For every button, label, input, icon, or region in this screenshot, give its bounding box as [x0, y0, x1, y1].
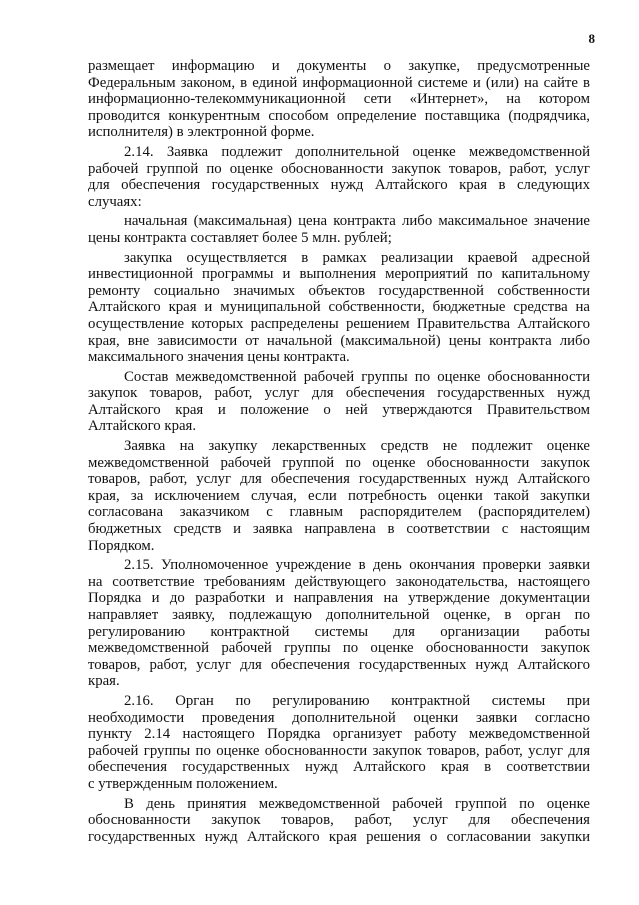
- text-line: максимального значения цены контракта.: [88, 349, 350, 366]
- text-line: на соответствие требованиям действующего законодательства, настоящего: [88, 573, 590, 590]
- text-line: пункту 2.14 настоящего Порядка организует работу межведомственной: [88, 726, 590, 743]
- text-line: межведомственной рабочей группы по оценке обоснованности закупок: [88, 640, 590, 657]
- text-line: края, за исключением случая, если потребность оценки такой закупки: [88, 487, 590, 504]
- text-line: края, вне зависимости от начальной (максимальной) цены контракта либо: [88, 332, 590, 349]
- text-line: 2.16. Орган по регулированию контрактной системы при: [124, 692, 590, 709]
- text-line: бюджетных средств и заявка направлена в соответствии с настоящим: [88, 521, 590, 538]
- text-line: с утвержденным положением.: [88, 775, 278, 792]
- text-line: края.: [88, 673, 120, 690]
- text-line: проводится конкурентным способом определение поставщика (подрядчика,: [88, 107, 590, 124]
- text-line: случаях:: [88, 193, 142, 210]
- paragraph-price-condition: [88, 213, 590, 246]
- page-number: 8: [588, 31, 595, 46]
- text-line: Федеральным законом, в единой информационной системе и (или) на сайте в: [88, 74, 590, 91]
- text-line: регулированию контрактной системы для организации работы: [88, 623, 590, 640]
- paragraph-working-group: [88, 369, 590, 435]
- paragraph-approval-day: [88, 796, 590, 846]
- paragraph-medicines: [88, 438, 590, 554]
- text-line: обеспечения государственных нужд Алтайского края в соответствии: [88, 759, 590, 776]
- text-line: Заявка на закупку лекарственных средств не подлежит оценке: [124, 438, 590, 455]
- text-line: размещает информацию и документы о закупке, предусмотренные: [88, 58, 590, 74]
- paragraph-investment-condition: [88, 250, 590, 366]
- text-line: обоснованности закупок товаров, работ, услуг для обеспечения: [88, 812, 590, 829]
- text-line: Порядка и до разработки и направления на утверждение документации: [88, 590, 590, 607]
- text-line: направляет заявку, подлежащую дополнительной оценке, в орган по: [88, 607, 590, 623]
- text-line: рабочей группой по оценке обоснованности закупок товаров, работ, услуг: [88, 160, 590, 177]
- text-line: Алтайского края и положение о ней утверждаются Правительством: [88, 401, 590, 418]
- paragraph-2-15: [88, 557, 590, 690]
- text-line: согласована заказчиком с главным распорядителем (распорядителем): [88, 504, 590, 521]
- text-line: Алтайского края и муниципальной собственности, бюджетные средства на: [88, 299, 590, 316]
- text-line: закупок товаров, работ, услуг для обеспечения государственных нужд: [88, 385, 590, 402]
- text-line: Порядком.: [88, 537, 155, 554]
- paragraph-continuation: [88, 58, 590, 141]
- text-line: товаров, работ, услуг для обеспечения государственных нужд Алтайского: [88, 656, 590, 673]
- text-line: цены контракта составляет более 5 млн. рублей;: [88, 229, 392, 246]
- text-line: Алтайского края.: [88, 418, 197, 435]
- text-line: необходимости проведения дополнительной оценки заявки согласно: [88, 709, 590, 726]
- text-line: 2.15. Уполномоченное учреждение в день окончания проверки заявки: [124, 557, 590, 574]
- text-line: В день принятия межведомственной рабочей группой по оценке: [124, 795, 590, 812]
- paragraph-2-14: [88, 144, 590, 210]
- text-line: государственных нужд Алтайского края решения о согласовании закупки: [88, 828, 590, 845]
- text-line: начальная (максимальная) цена контракта либо максимальное значение: [124, 213, 590, 230]
- text-line: исполнителя) в электронной форме.: [88, 124, 315, 141]
- text-line: 2.14. Заявка подлежит дополнительной оценке межведомственной: [124, 143, 590, 160]
- document-body: [88, 58, 590, 845]
- text-line: Состав межведомственной рабочей группы по оценке обоснованности: [124, 368, 590, 385]
- text-line: межведомственной рабочей группой по оценке обоснованности закупок: [88, 454, 590, 471]
- text-line: закупка осуществляется в рамках реализации краевой адресной: [124, 249, 590, 266]
- text-line: инвестиционной программы и выполнения мероприятий по капитальному: [88, 266, 590, 283]
- text-line: рабочей группы по оценке обоснованности закупок товаров, работ, услуг для: [88, 742, 590, 759]
- paragraph-2-16: [88, 693, 590, 793]
- text-line: информационно-телекоммуникационной сети «Интернет», на котором: [88, 91, 590, 108]
- text-line: товаров, работ, услуг для обеспечения государственных нужд Алтайского: [88, 471, 590, 488]
- text-line: для обеспечения государственных нужд Алтайского края в следующих: [88, 177, 590, 194]
- text-line: ремонту социально значимых объектов государственной собственности: [88, 282, 590, 299]
- text-line: осуществление которых распределены решением Правительства Алтайского: [88, 315, 590, 332]
